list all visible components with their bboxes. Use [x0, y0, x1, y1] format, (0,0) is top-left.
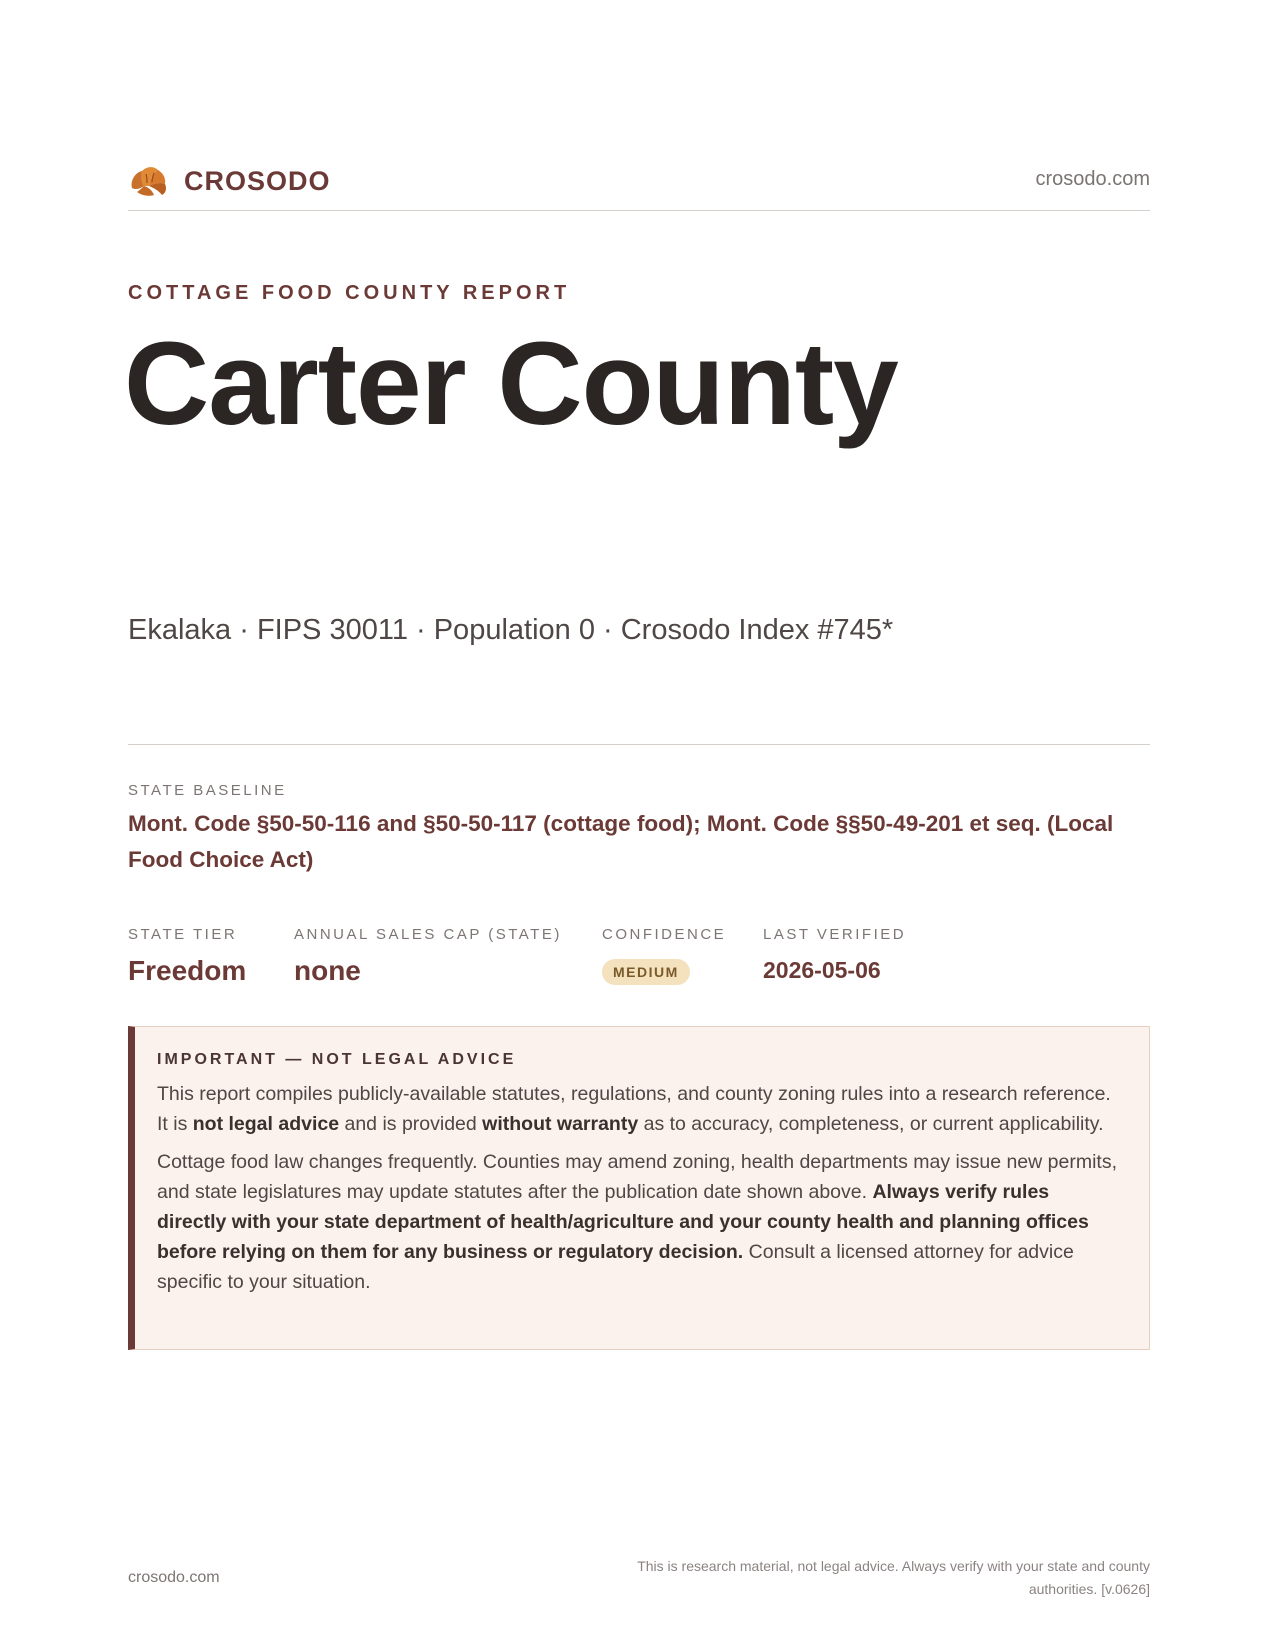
notice-emphasis: without warranty — [482, 1113, 639, 1135]
site-link[interactable]: crosodo.com — [1035, 168, 1150, 190]
stat-confidence — [602, 926, 726, 985]
notice-text: This report compiles publicly-available statutes, regulations, and county zoning rules into a research reference. It is — [157, 1083, 1111, 1135]
section-divider — [128, 744, 1150, 745]
stat-verified-value: 2026-05-06 — [763, 957, 881, 983]
footer-site[interactable]: crosodo.com — [128, 1569, 220, 1586]
county-subline: Ekalaka · FIPS 30011 · Population 0 · Crosodo Index #745* — [128, 614, 894, 646]
brand-name: CROSODO — [184, 165, 331, 196]
stat-verified-label: LAST VERIFIED — [763, 926, 907, 943]
stat-tier — [128, 926, 246, 987]
brand[interactable] — [128, 162, 331, 200]
notice-paragraph-2 — [157, 1147, 1123, 1297]
stat-verified — [763, 926, 906, 984]
footer-disclaimer: This is research material, not legal advice. Always verify with your state and county authorities. [v.0626] — [637, 1558, 1150, 1597]
baseline-label: STATE BASELINE — [128, 782, 287, 799]
page-title: Carter County — [124, 318, 898, 450]
notice-emphasis: Always verify rules directly with your state department of health/agriculture and your county health and planning offices before relying on them for any business or regulatory decision. — [157, 1181, 1089, 1263]
stat-confidence-label: CONFIDENCE — [602, 926, 727, 943]
confidence-badge: MEDIUM — [602, 959, 690, 985]
legal-notice — [128, 1026, 1150, 1350]
notice-text: Consult a licensed attorney for advice specific to your situation. — [157, 1241, 1074, 1293]
stat-cap-value: none — [294, 955, 361, 986]
stat-cap — [294, 926, 562, 987]
stats-row — [128, 926, 1150, 996]
notice-title: IMPORTANT — NOT LEGAL ADVICE — [157, 1051, 517, 1068]
notice-text: Cottage food law changes frequently. Counties may amend zoning, health departments may issue new permits, and state legislatures may update statutes after the publication date shown above. — [157, 1151, 1117, 1203]
report-eyebrow: COTTAGE FOOD COUNTY REPORT — [128, 282, 571, 304]
report-page — [124, 0, 1150, 1650]
stat-tier-value: Freedom — [128, 955, 247, 986]
notice-emphasis: not legal advice — [192, 1113, 340, 1135]
stat-cap-label: ANNUAL SALES CAP (STATE) — [294, 926, 562, 943]
notice-text: and is provided — [339, 1113, 483, 1135]
notice-paragraph-1 — [157, 1079, 1123, 1139]
stat-tier-label: STATE TIER — [128, 926, 238, 943]
baseline-value: Mont. Code §50-50-116 and §50-50-117 (cottage food); Mont. Code §§50-49-201 et seq. (Local Food Choice Act) — [128, 811, 1114, 872]
croissant-icon — [128, 162, 170, 200]
page-header — [128, 158, 1150, 211]
notice-text: as to accuracy, completeness, or current applicability. — [638, 1113, 1104, 1135]
